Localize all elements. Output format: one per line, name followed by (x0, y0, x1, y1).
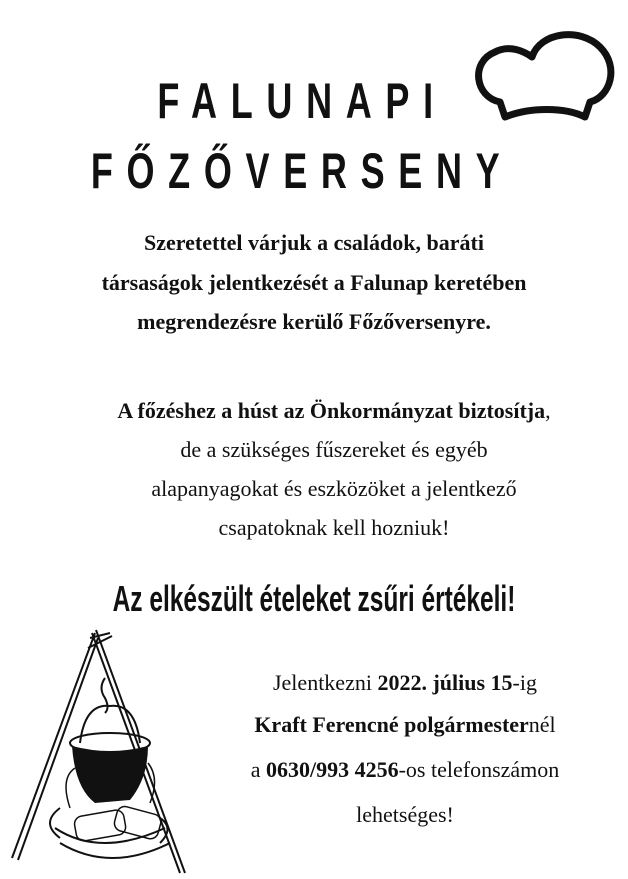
contact-line-1 (195, 670, 615, 696)
campfire-cauldron-illustration (0, 628, 200, 878)
paragraph-line-4: csapatoknak kell hozniuk! (218, 515, 450, 540)
paragraph-line-3: alapanyagokat és eszközöket a jelentkező (151, 476, 517, 501)
contact-person: Kraft Ferencné polgármester (254, 712, 529, 737)
paragraph-line-1 (20, 398, 628, 424)
contact-text: nél (528, 712, 556, 737)
title-line-1: FALUNAPI (157, 73, 447, 129)
contact-line-4: lehetséges! (356, 802, 454, 827)
intro-line-2: társaságok jelentkezését a Falunap keretében (101, 270, 527, 295)
contact-text: a (250, 757, 266, 782)
contact-text: -ig (512, 670, 537, 695)
contact-line-2 (195, 712, 615, 738)
paragraph-line-2: de a szükséges fűszereket és egyéb (180, 437, 488, 462)
intro-line-3: megrendezésre kerülő Főzőversenyre. (137, 309, 491, 334)
title-line-2: FŐZŐVERSENY (90, 143, 514, 199)
intro-line-1: Szeretettel várjuk a családok, baráti (144, 230, 484, 255)
headline: Az elkészült ételeket zsűri értékeli! (112, 578, 516, 619)
paragraph-bold: A főzéshez a húst az Önkormányzat biztosítja (117, 398, 546, 423)
paragraph-comma: , (545, 398, 551, 423)
contact-text: -os telefonszámon (398, 757, 560, 782)
phone-number: 0630/993 4256 (265, 757, 399, 782)
deadline-date: 2022. július 15 (377, 670, 513, 695)
contact-text: Jelentkezni (272, 670, 378, 695)
contact-line-3 (195, 757, 615, 783)
